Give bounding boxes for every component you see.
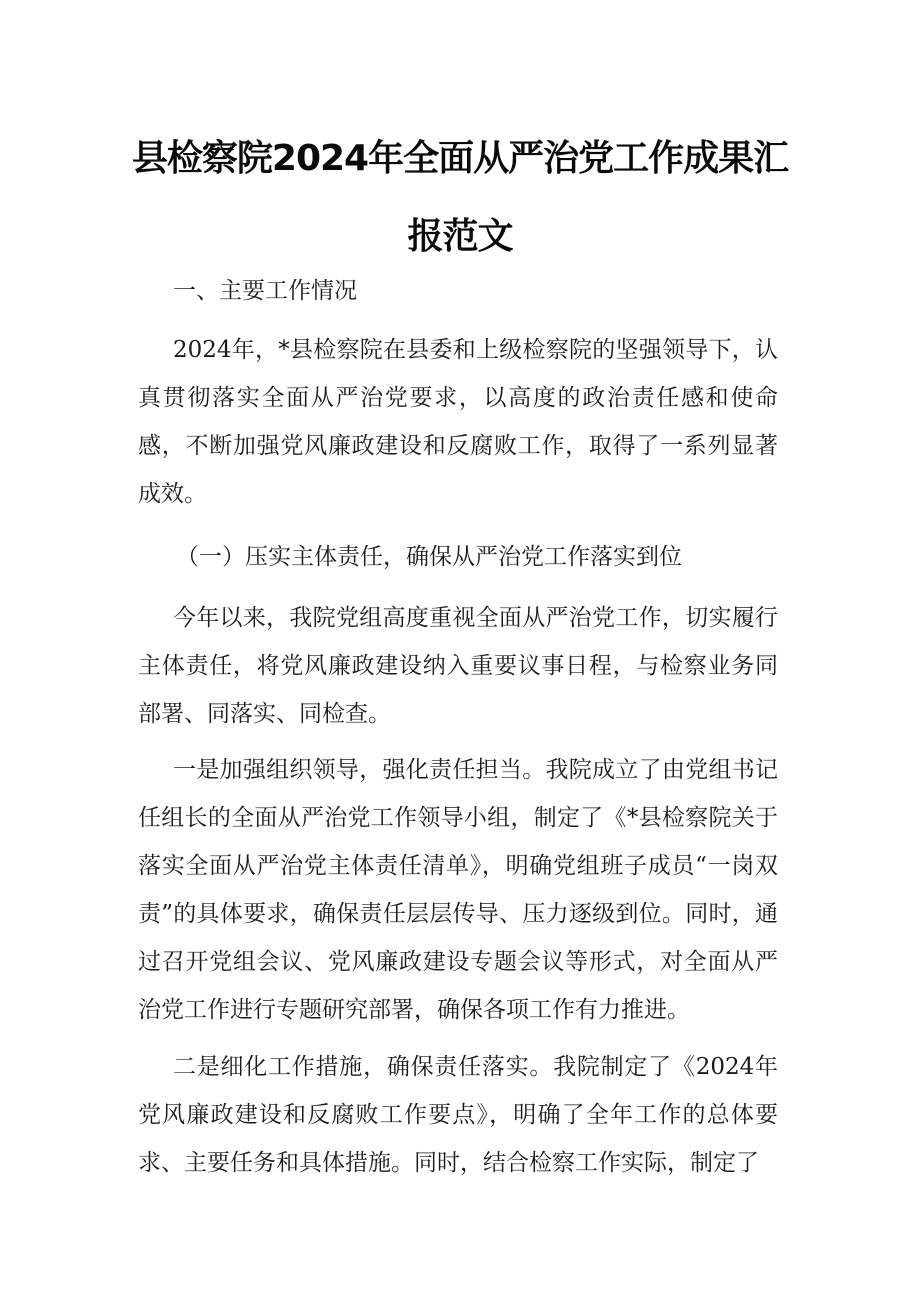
- section-heading-main-work: 一、主要工作情况: [173, 278, 357, 304]
- paragraph-organization-leadership: 一是加强组织领导，强化责任担当。我院成立了由党组书记任组长的全面从严治党工作领导小组，制定了《*县检察院关于落实全面从严治党主体责任清单》，明确党组班子成员“一岗双责”的具体要求，确保责任层层传导、压力逐级到位。同时，通过召开党组会议、党风廉政建设专题会议等形式，对全面从严治党工作进行专题研究部署，确保各项工作有力推进。: [138, 757, 778, 1023]
- document-title-line-2: 报范文: [407, 216, 513, 257]
- subsection-heading-responsibility: （一）压实主体责任，确保从严治党工作落实到位: [176, 544, 682, 570]
- paragraph-work-measures: 二是细化工作措施，确保责任落实。我院制定了《2024年党风廉政建设和反腐败工作要点》，明确了全年工作的总体要求、主要任务和具体措施。同时，结合检察工作实际，制定了: [138, 1054, 778, 1176]
- paragraph-responsibility-intro: 今年以来，我院党组高度重视全面从严治党工作，切实履行主体责任，将党风廉政建设纳入重要议事日程，与检察业务同部署、同落实、同检查。: [138, 605, 778, 727]
- document-title-line-1: 县检察院2024年全面从严治党工作成果汇: [131, 138, 789, 179]
- paragraph-overview: 2024年，*县检察院在县委和上级检察院的坚强领导下，认真贯彻落实全面从严治党要求，以高度的政治责任感和使命感，不断加强党风廉政建设和反腐败工作，取得了一系列显著成效。: [138, 337, 778, 507]
